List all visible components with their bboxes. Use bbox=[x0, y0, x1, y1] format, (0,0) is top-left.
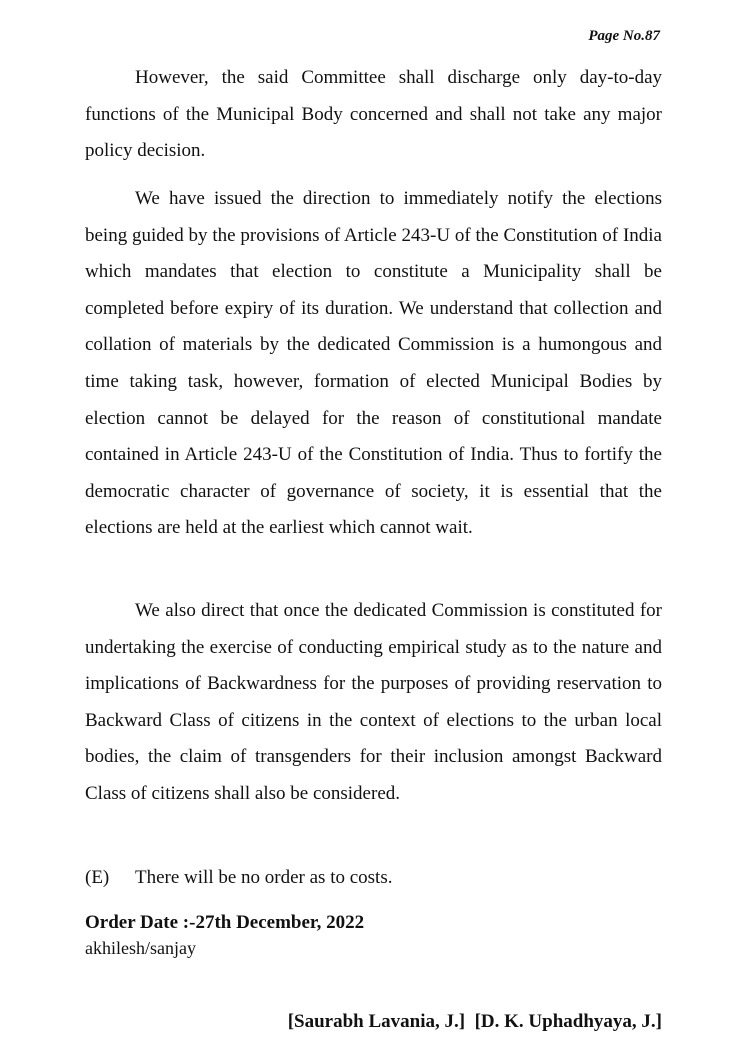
judges-signature-line: [Saurabh Lavania, J.] [D. K. Uphadhyaya, J.] bbox=[287, 1011, 662, 1032]
paragraph-transgender-claim: We also direct that once the dedicated Commission is constituted for undertaking the exercise of conducting empirical study as to the nature and implications of Backwardness for the purposes of providing reservation to Backward Class of citizens in the context of elections to the urban local bodies, the claim of transgenders for their inclusion amongst Backward Class of citizens shall also be considered. bbox=[85, 600, 662, 804]
page-number: Page No.87 bbox=[588, 28, 660, 44]
order-date: Order Date :-27th December, 2022 bbox=[85, 912, 365, 933]
costs-item-text: There will be no order as to costs. bbox=[135, 867, 393, 888]
costs-item bbox=[85, 860, 392, 896]
paragraph-committee-functions: However, the said Committee shall discharge only day-to-day functions of the Municipal Body concerned and shall not take any major policy decision. bbox=[85, 67, 662, 162]
clerk-initials: akhilesh/sanjay bbox=[85, 938, 196, 958]
paragraph-election-direction: We have issued the direction to immediately notify the elections being guided by the provisions of Article 243-U of the Constitution of India which mandates that election to constitute a Municipality shall be completed before expiry of its duration. We understand that collection and collation of materials by the dedicated Commission is a humongous and time taking task, however, formation of elected Municipal Bodies by election cannot be delayed for the reason of constitutional mandate contained in Article 243-U of the Constitution of India. Thus to fortify the democratic character of governance of society, it is essential that the elections are held at the earliest which cannot wait. bbox=[85, 188, 662, 539]
costs-item-marker: (E) bbox=[85, 867, 110, 888]
